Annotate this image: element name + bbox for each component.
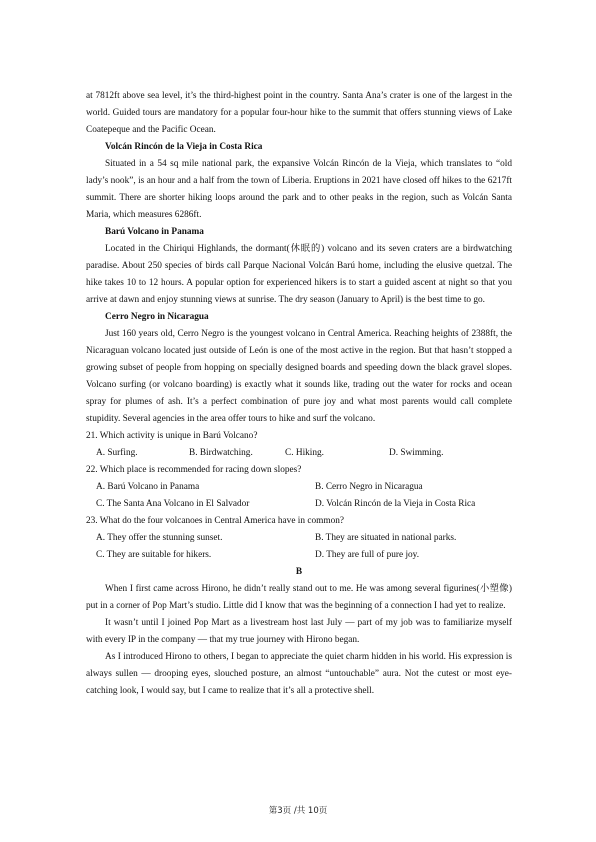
question-22-stem: 22. Which place is recommended for racing down slopes? bbox=[86, 465, 302, 475]
page-number-footer: 第3页 /共 10页 bbox=[268, 806, 328, 816]
option-a: A. Surfing. bbox=[96, 448, 138, 458]
cerro-negro-heading: Cerro Negro in Nicaragua bbox=[105, 312, 209, 322]
option-d: D. They are full of pure joy. bbox=[315, 550, 420, 560]
rincon-paragraph: Situated in a 54 sq mile national park, the expansive Volcán Rincón de la Vieja, which translates to “old lady’s nook”, is an hour and a half from the town of Liberia. Eruptions in 2021 have closed off hikes to the 6217ft summit. There are shorter hiking loops around the park and to other peaks in the region, such as Volcán Santa Maria, which measures 6286ft. bbox=[86, 159, 512, 220]
option-b: B. Birdwatching. bbox=[189, 448, 253, 458]
santa-ana-paragraph-continuation: at 7812ft above sea level, it’s the third-highest point in the country. Santa Ana’s crater is one of the largest in the world. Guided tours are mandatory for a popular four-hour hike to the summit that offers stunning views of Lake Coatepeque and the Pacific Ocean. bbox=[86, 91, 512, 135]
question-23-stem: 23. What do the four volcanoes in Central America have in common? bbox=[86, 516, 344, 526]
option-a: A. They offer the stunning sunset. bbox=[96, 533, 223, 543]
option-d: D. Swimming. bbox=[389, 448, 444, 458]
option-b: B. They are situated in national parks. bbox=[315, 533, 457, 543]
question-23-options-row2 bbox=[86, 547, 512, 564]
question-22-options-row1 bbox=[86, 479, 512, 496]
hirono-paragraph-3: As I introduced Hirono to others, I began to appreciate the quiet charm hidden in his world. His expression is always sullen — drooping eyes, slouched posture, an almost “untouchable” aura. Not the cutest or most eye-catching look, I would say, but I came to realize that it’s all a protective shell. bbox=[86, 652, 512, 696]
hirono-paragraph-2: It wasn’t until I joined Pop Mart as a livestream host last July — part of my job was to familiarize myself with every IP in the company — that my true journey with Hirono began. bbox=[86, 618, 512, 645]
question-21-options bbox=[86, 445, 512, 462]
option-c: C. Hiking. bbox=[285, 448, 324, 458]
baru-heading: Barú Volcano in Panama bbox=[105, 227, 204, 237]
document-page bbox=[86, 88, 512, 700]
option-c: C. They are suitable for hikers. bbox=[96, 550, 212, 560]
rincon-heading: Volcán Rincón de la Vieja in Costa Rica bbox=[105, 142, 263, 152]
question-22-options-row2 bbox=[86, 496, 512, 513]
option-d: D. Volcán Rincón de la Vieja in Costa Rica bbox=[315, 499, 476, 509]
baru-paragraph: Located in the Chiriqui Highlands, the dormant(休眠的) volcano and its seven craters are a birdwatching paradise. About 250 species of birds call Parque Nacional Volcán Barú home, including the elusive quetzal. The hike takes 10 to 12 hours. A popular option for experienced hikers is to start a guided ascent at night so that you arrive at dawn and enjoy stunning views at sunrise. The dry season (January to April) is the best time to go. bbox=[86, 244, 512, 305]
option-c: C. The Santa Ana Volcano in El Salvador bbox=[96, 499, 250, 509]
cerro-negro-paragraph: Just 160 years old, Cerro Negro is the youngest volcano in Central America. Reaching heights of 2388ft, the Nicaraguan volcano located just outside of León is one of the most active in the region. But that hasn’t stopped a growing subset of people from hopping on specially designed boards and speeding down the black gravel slopes. Volcano surfing (or volcano boarding) is exactly what it sounds like, trading out the water for rocks and ocean spray for plumes of ash. It’s a perfect combination of pure joy and what most parents would call complete stupidity. Several agencies in the area offer tours to hike and surf the volcano. bbox=[86, 329, 512, 424]
option-a: A. Barú Volcano in Panama bbox=[96, 482, 200, 492]
section-b-label: B bbox=[295, 567, 303, 577]
hirono-paragraph-1: When I first came across Hirono, he didn’t really stand out to me. He was among several figurines(小塑像) put in a corner of Pop Mart’s studio. Little did I know that was the beginning of a connection I had yet to realize. bbox=[86, 584, 512, 611]
question-23-options-row1 bbox=[86, 530, 512, 547]
option-b: B. Cerro Negro in Nicaragua bbox=[315, 482, 423, 492]
question-21-stem: 21. Which activity is unique in Barú Volcano? bbox=[86, 431, 258, 441]
